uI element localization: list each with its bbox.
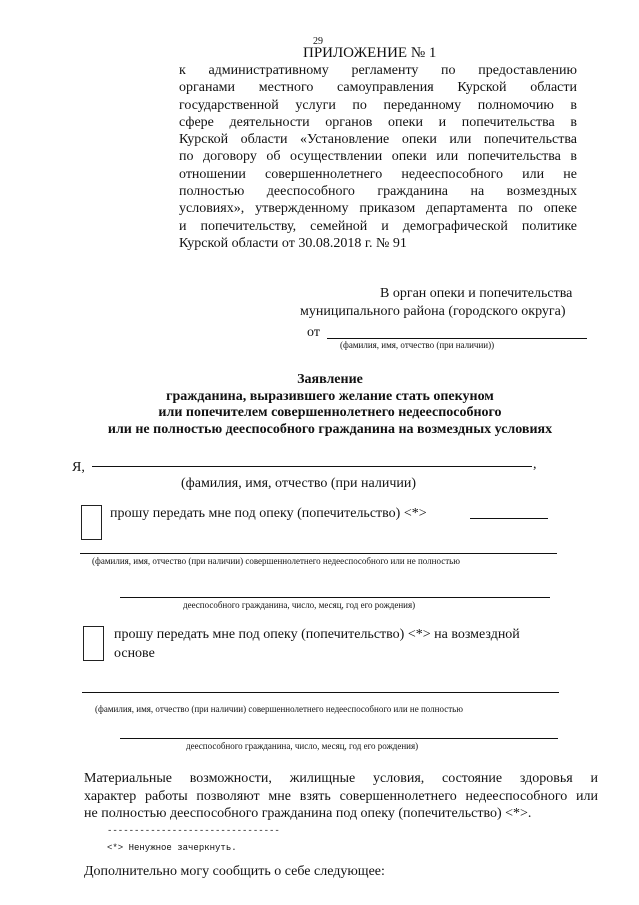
applicant-prefix: Я,	[72, 460, 85, 475]
appendix-text	[179, 62, 577, 252]
appendix-line: государственной услуги по переданному полномочию в	[179, 97, 577, 113]
option1-caption1: (фамилия, имя, отчество (при наличии) совершеннолетнего недееспособного или не полностью	[92, 556, 460, 566]
appendix-line: полностью дееспособного гражданина на возмездных	[179, 184, 577, 200]
appendix-line: Курской области от 30.08.2018 г. № 91	[179, 235, 407, 251]
option1-birth-line[interactable]	[120, 597, 550, 598]
option2-text-line1: прошу передать мне под опеку (попечительство) <*> на возмездной	[114, 627, 520, 642]
option2-ward-line[interactable]	[82, 692, 559, 693]
addressee-line1: В орган опеки и попечительства	[380, 286, 573, 301]
statement-title: Заявление	[297, 372, 363, 387]
footnote-text: <*> Ненужное зачеркнуть.	[107, 843, 237, 853]
option1-checkbox[interactable]	[81, 505, 102, 540]
from-field-line[interactable]	[327, 338, 587, 339]
appendix-line: сфере деятельности органов опеки и попечительства в	[179, 114, 577, 130]
paragraph-line: Материальные возможности, жилищные условия, состояние здоровья и	[84, 771, 598, 786]
conditions-paragraph	[84, 770, 598, 823]
option2-birth-line[interactable]	[120, 738, 558, 739]
additional-info-label: Дополнительно могу сообщить о себе следующее:	[84, 864, 385, 879]
footnote-separator: --------------------------------	[107, 826, 280, 836]
paragraph-line: не полностью дееспособного гражданина под опеку (попечительство) <*>.	[84, 806, 532, 821]
option2-caption2: дееспособного гражданина, число, месяц, год его рождения)	[186, 741, 419, 751]
applicant-suffix: ,	[533, 457, 537, 472]
from-label: от	[307, 325, 320, 340]
appendix-line: условиях», утвержденному приказом департамента по опеке	[179, 201, 577, 217]
option1-text: прошу передать мне под опеку (попечительство) <*>	[110, 506, 427, 521]
addressee-line2: муниципального района (городского округа)	[300, 304, 566, 319]
appendix-line: по договору об осуществлении опеки или попечительства в	[179, 149, 577, 165]
from-field-caption: (фамилия, имя, отчество (при наличии))	[340, 340, 495, 350]
paragraph-line: характер работы позволяют мне взять совершеннолетнего недееспособного или	[84, 788, 598, 804]
appendix-line: к административному регламенту по предоставлению	[179, 63, 577, 78]
statement-subtitle-line2: или попечителем совершеннолетнего недееспособного	[158, 405, 502, 420]
applicant-name-line[interactable]	[92, 466, 532, 467]
option1-caption2: дееспособного гражданина, число, месяц, год его рождения)	[183, 600, 416, 610]
statement-subtitle-line1: гражданина, выразившего желание стать опекуном	[166, 389, 494, 404]
appendix-line: органами местного самоуправления Курской области	[179, 80, 577, 96]
page-number: 29	[313, 36, 323, 47]
option2-caption1: (фамилия, имя, отчество (при наличии) совершеннолетнего недееспособного или не полностью	[95, 704, 463, 714]
appendix-line: отношении совершеннолетнего недееспособного или не	[179, 166, 577, 182]
appendix-title: ПРИЛОЖЕНИЕ № 1	[303, 45, 437, 61]
option2-text-line2: основе	[114, 646, 155, 661]
appendix-line: и попечительству, семейной и демографической политике	[179, 218, 577, 234]
statement-subtitle-line3: или не полностью дееспособного гражданина на возмездных условиях	[107, 422, 553, 437]
applicant-name-caption: (фамилия, имя, отчество (при наличии)	[181, 476, 417, 491]
option1-ward-line[interactable]	[80, 553, 557, 554]
option1-inline-line[interactable]	[470, 518, 548, 519]
option2-checkbox[interactable]	[83, 626, 104, 661]
appendix-line: Курской области «Установление опеки или попечительства	[179, 132, 577, 148]
